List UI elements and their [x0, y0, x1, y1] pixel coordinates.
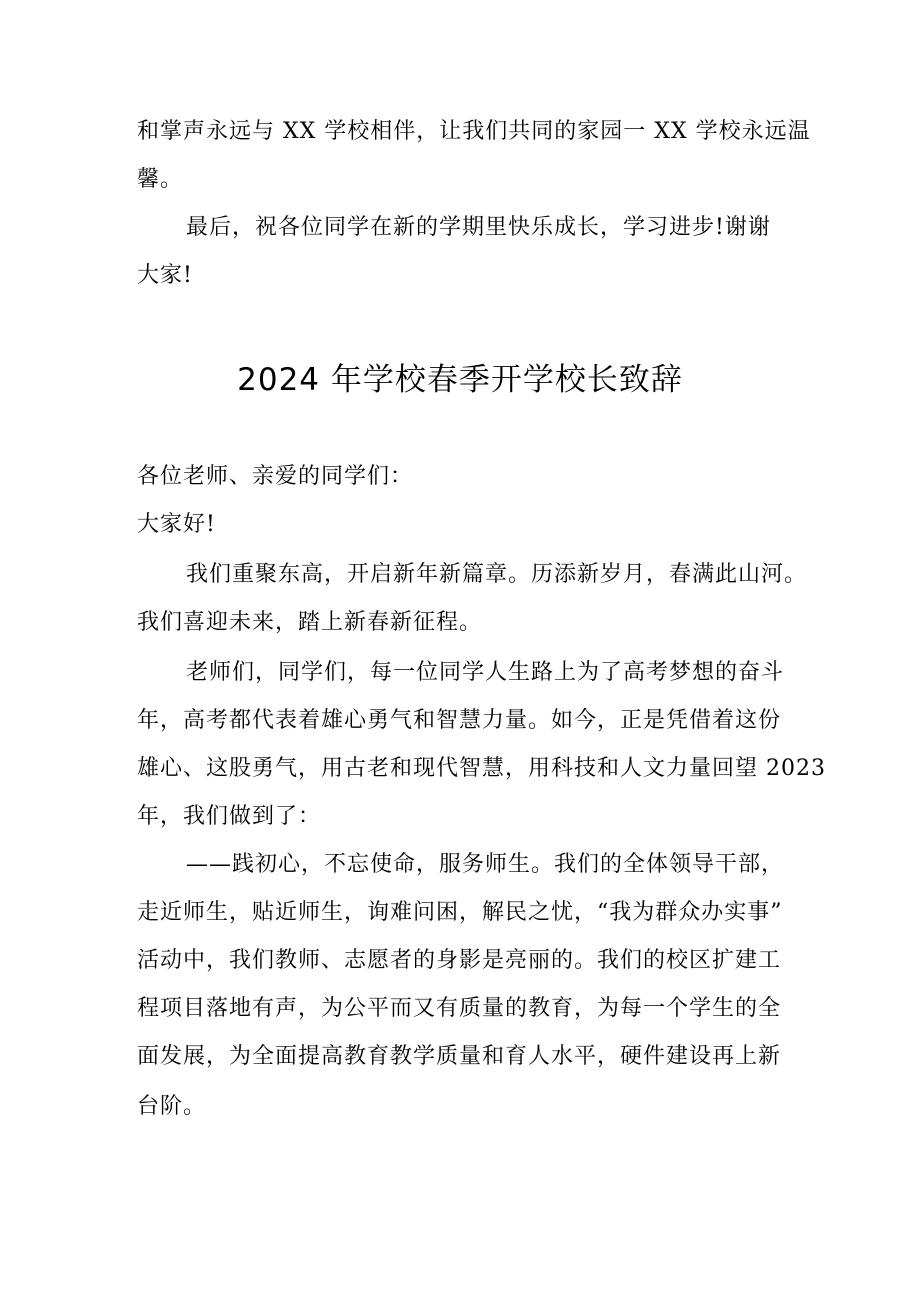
- text-line: 和掌声永远与 XX 学校相伴，让我们共同的家园一 XX 学校永远温: [137, 119, 811, 144]
- text-line: 馨。: [137, 167, 184, 192]
- text-line: 我们重聚东高，开启新年新篇章。历添新岁月，春满此山河。: [186, 562, 808, 587]
- text-line: 年，我们做到了：: [137, 804, 322, 829]
- text-line: 年，高考都代表着雄心勇气和智慧力量。如今，正是凭借着这份: [137, 708, 782, 733]
- text-line: 程项目落地有声，为公平而又有质量的教育，为每一个学生的全: [137, 996, 782, 1021]
- text-line: 面发展，为全面提高教育教学质量和育人水平，硬件建设再上新: [137, 1044, 782, 1069]
- text-line: 雄心、这股勇气，用古老和现代智慧，用科技和人文力量回望 2023: [137, 756, 826, 781]
- text-line: ——践初心，不忘使命，服务师生。我们的全体领导干部，: [186, 852, 785, 877]
- text-line: 最后，祝各位同学在新的学期里快乐成长，学习进步!谢谢: [186, 215, 771, 240]
- hello-line: 大家好!: [137, 512, 216, 537]
- text-line: 我们喜迎未来，踏上新春新征程。: [137, 610, 483, 635]
- text-line: 老师们，同学们，每一位同学人生路上为了高考梦想的奋斗: [186, 660, 785, 685]
- text-line: 走近师生，贴近师生，询难问困，解民之忧，“我为群众办实事”: [137, 900, 783, 925]
- text-line: 台阶。: [137, 1094, 207, 1119]
- text-line: 大家!: [137, 263, 193, 288]
- text-line: 活动中，我们教师、志愿者的身影是亮丽的。我们的校区扩建工: [137, 948, 782, 973]
- speech-title: 2024 年学校春季开学校长致辞: [237, 362, 683, 398]
- greeting-line: 各位老师、亲爱的同学们：: [137, 464, 414, 489]
